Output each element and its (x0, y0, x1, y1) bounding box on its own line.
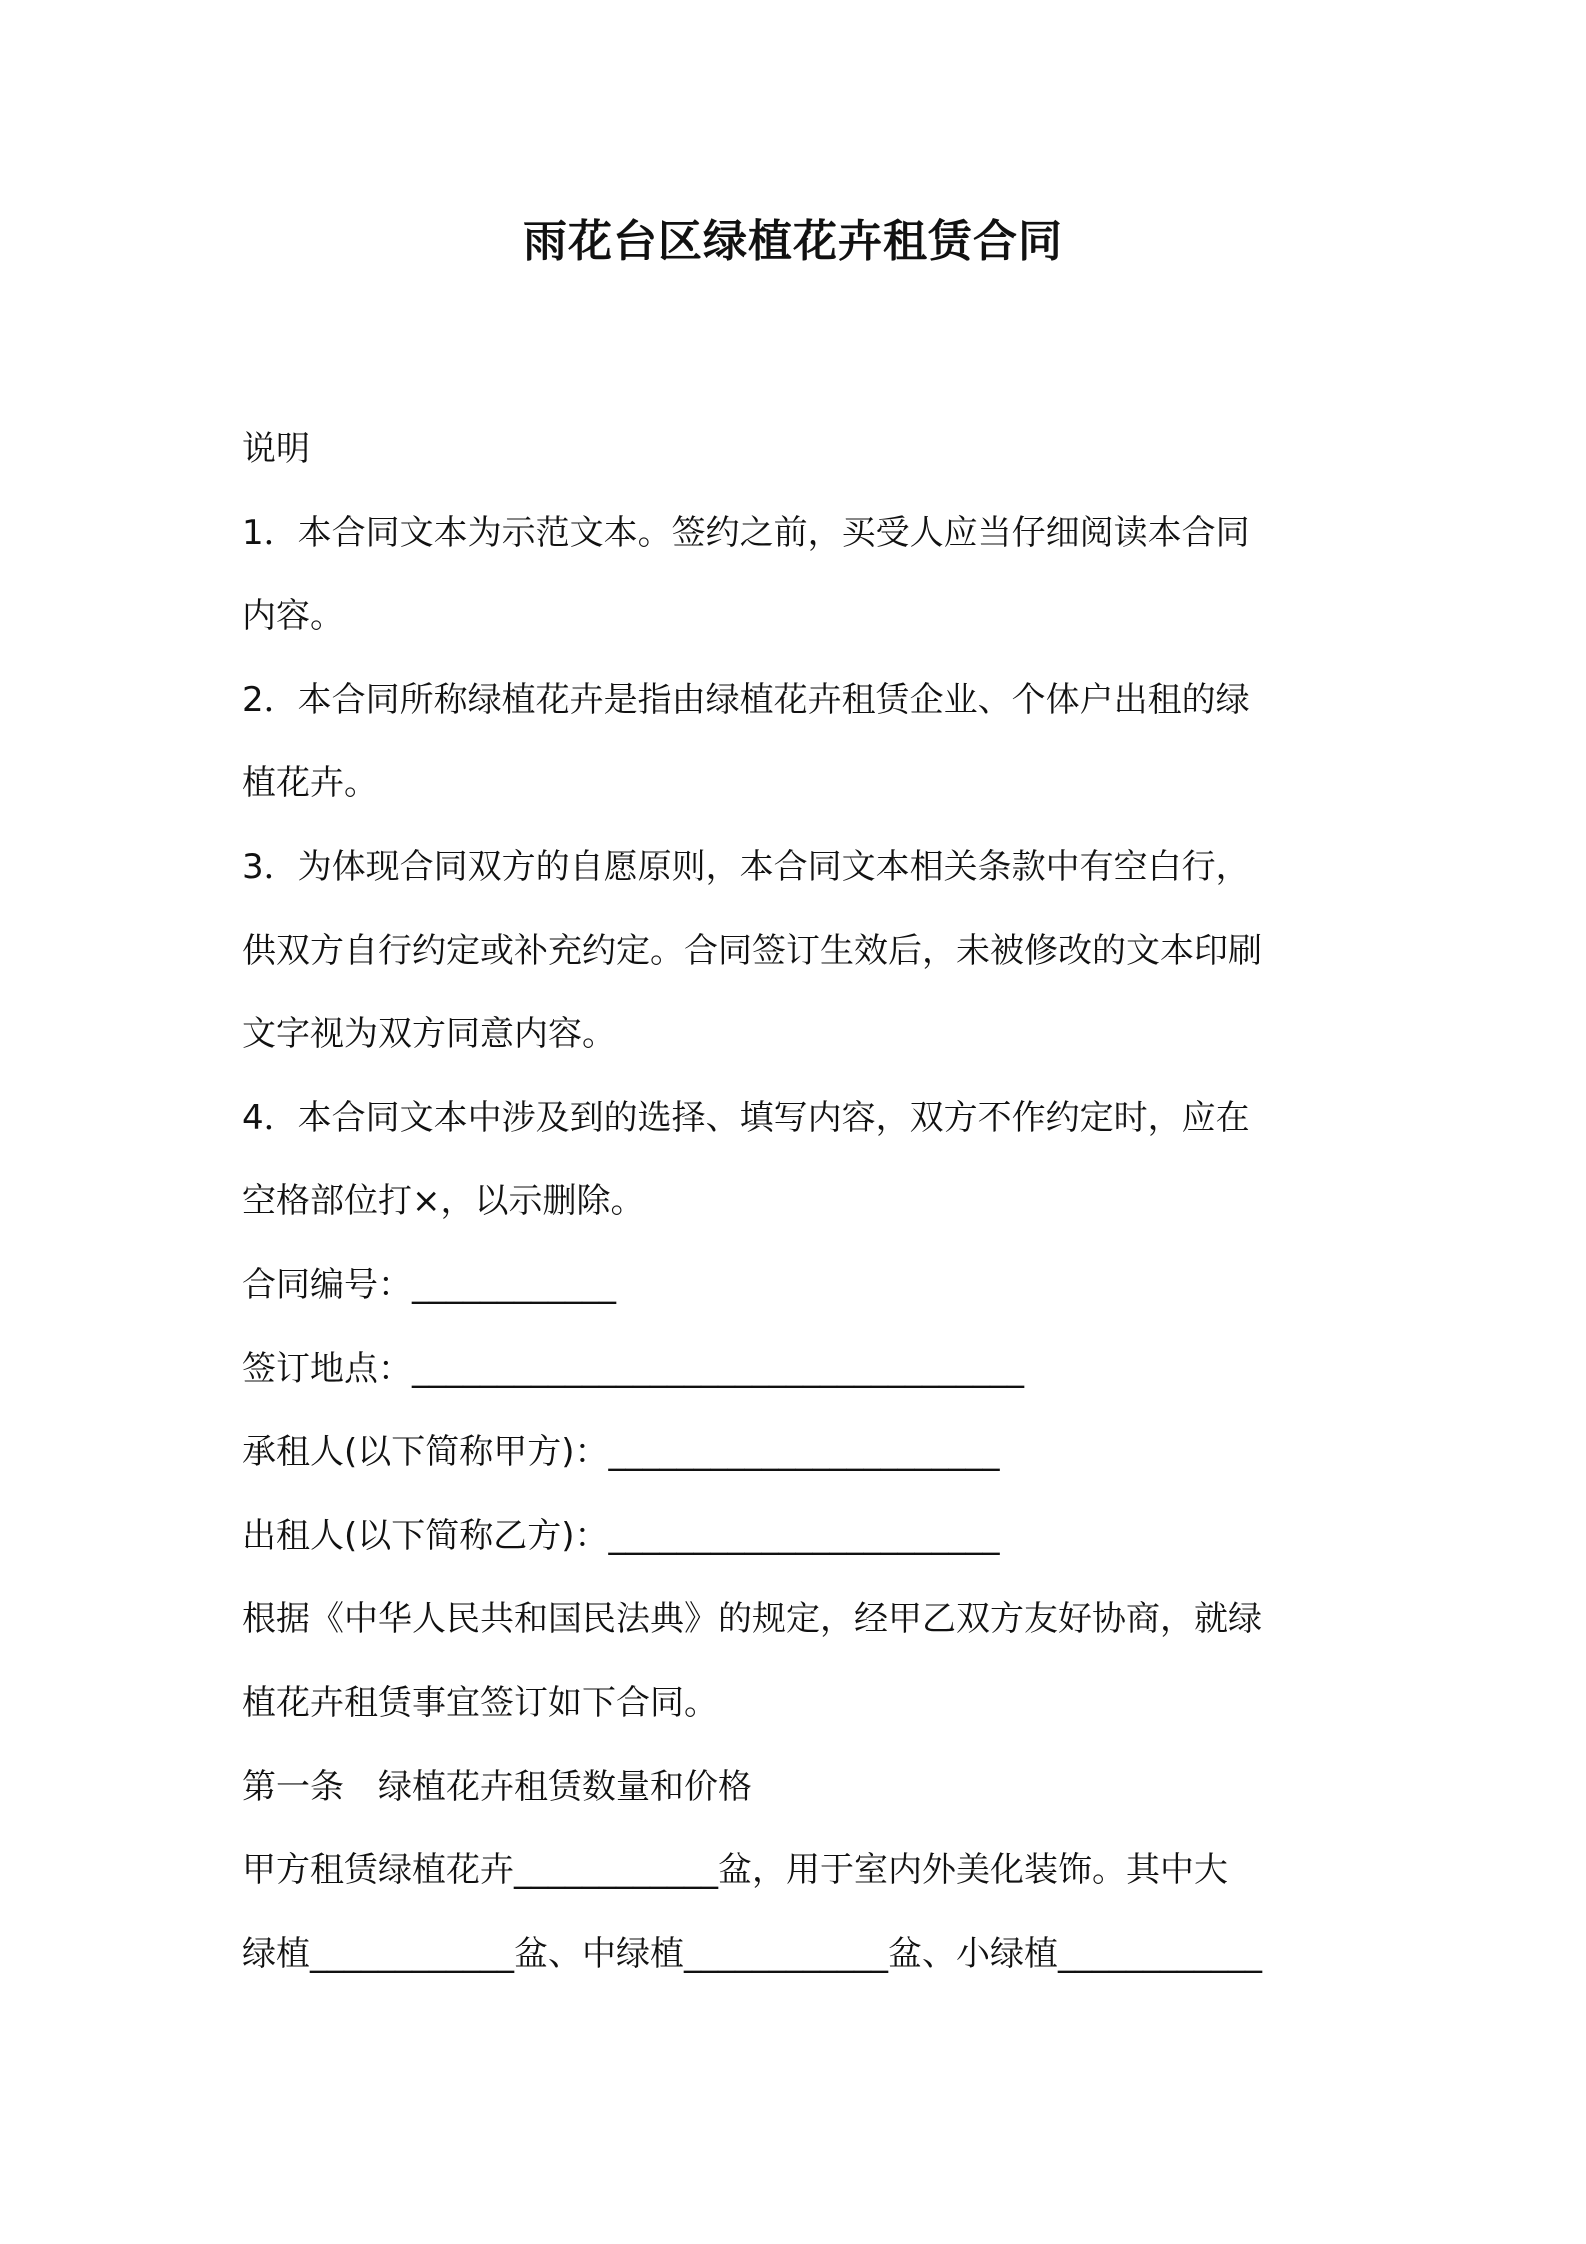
lessee-field: 承租人(以下简称甲方)：_______________________ (242, 1432, 1000, 1473)
document-body (242, 408, 1362, 1996)
preamble-text: 根据《中华人民共和国民法典》的规定，经甲乙双方友好协商，就绿 (242, 1599, 1262, 1640)
explanation-item-1: 1．本合同文本为示范文本。签约之前，买受人应当仔细阅读本合同 (242, 512, 1250, 553)
article-1-text-cont: 绿植____________盆、中绿植____________盆、小绿植____________ (242, 1933, 1262, 1974)
lessor-field: 出租人(以下简称乙方)：_______________________ (242, 1515, 1000, 1556)
explanation-item-3-cont: 供双方自行约定或补充约定。合同签订生效后，未被修改的文本印刷 (242, 930, 1262, 971)
article-1-heading: 第一条 绿植花卉租赁数量和价格 (242, 1766, 752, 1807)
signing-location-field: 签订地点：____________________________________ (242, 1348, 1024, 1389)
explanation-item-2-cont: 植花卉。 (242, 763, 378, 804)
explanation-item-2: 2．本合同所称绿植花卉是指由绿植花卉租赁企业、个体户出租的绿 (242, 679, 1250, 720)
article-1-text: 甲方租赁绿植花卉____________盆，用于室内外美化装饰。其中大 (242, 1850, 1228, 1891)
contract-number-field: 合同编号：____________ (242, 1264, 616, 1305)
preamble-text-cont: 植花卉租赁事宜签订如下合同。 (242, 1682, 718, 1723)
explanation-item-1-cont: 内容。 (242, 596, 344, 637)
explanation-item-4-cont: 空格部位打×，以示删除。 (242, 1181, 645, 1222)
explanation-item-3: 3．为体现合同双方的自愿原则，本合同文本相关条款中有空白行， (242, 846, 1250, 887)
section-label-explanation: 说明 (242, 429, 310, 469)
explanation-item-4: 4．本合同文本中涉及到的选择、填写内容，双方不作约定时，应在 (242, 1097, 1250, 1138)
explanation-item-3-cont-2: 文字视为双方同意内容。 (242, 1014, 616, 1055)
document-title: 雨花台区绿植花卉租赁合同 (523, 216, 1063, 267)
